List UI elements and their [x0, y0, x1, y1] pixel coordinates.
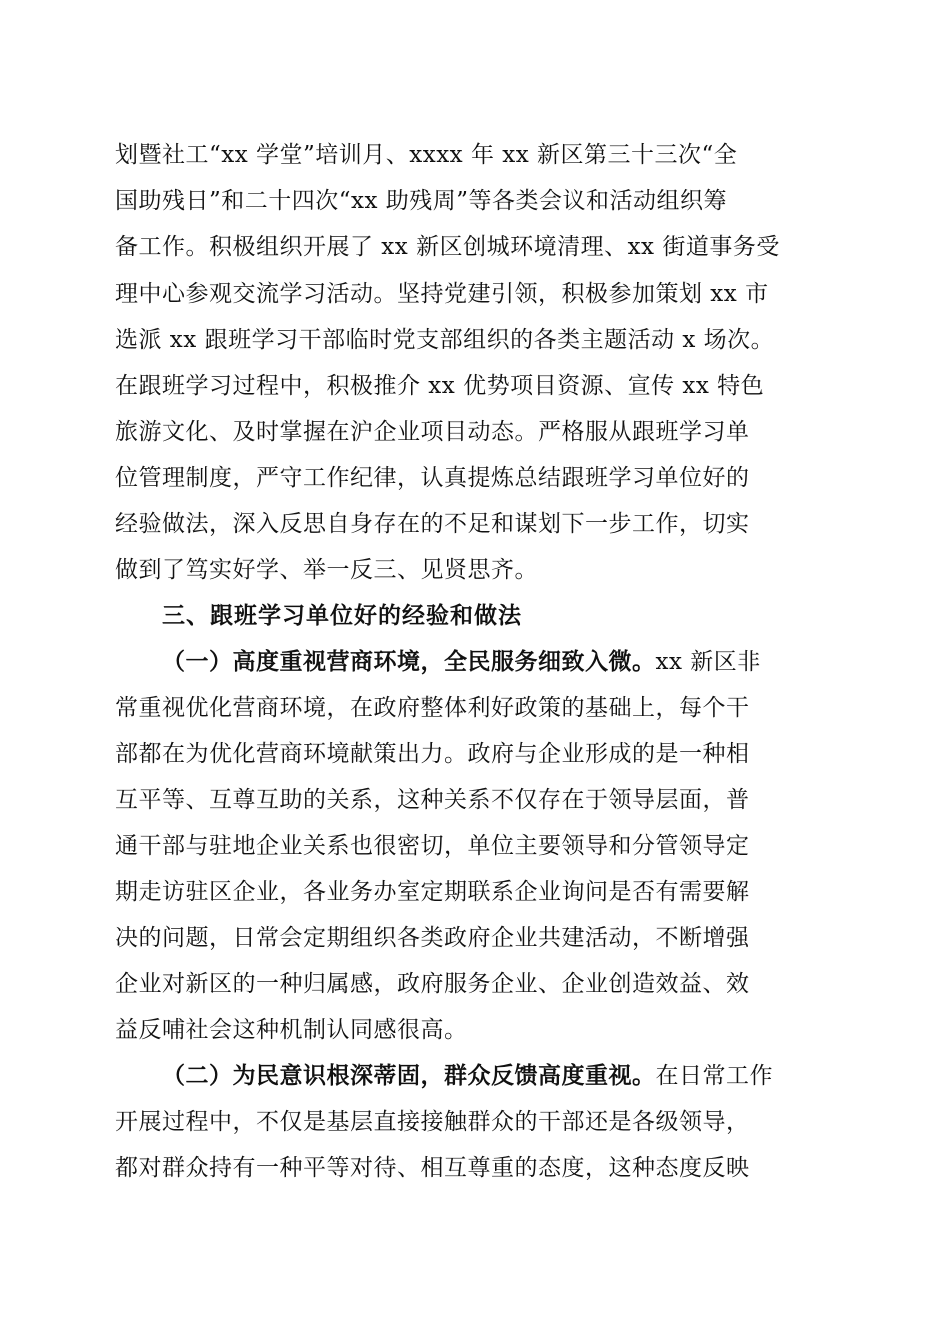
paragraph-line: 备工作。积极组织开展了 xx 新区创城环境清理、xx 街道事务受 [115, 234, 780, 260]
paragraph-line: 经验做法，深入反思自身存在的不足和谋划下一步工作，切实 [115, 511, 750, 537]
paragraph-line: 旅游文化、及时掌握在沪企业项目动态。严格服从跟班学习单 [115, 419, 750, 445]
paragraph-line: 常重视优化营商环境，在政府整体利好政策的基础上，每个干 [115, 695, 750, 721]
subsection-first-line [162, 1061, 773, 1091]
paragraph-line: 在跟班学习过程中，积极推介 xx 优势项目资源、宣传 xx 特色 [115, 373, 765, 399]
paragraph-line: 选派 xx 跟班学习干部临时党支部组织的各类主题活动 x 场次。 [115, 327, 775, 353]
paragraph-line: 企业对新区的一种归属感，政府服务企业、企业创造效益、效 [115, 971, 750, 997]
paragraph-line: 互平等、互尊互助的关系，这种关系不仅存在于领导层面，普 [115, 787, 750, 813]
paragraph-line: 理中心参观交流学习活动。坚持党建引领，积极参加策划 xx 市 [115, 281, 769, 307]
subsection-text: 在日常工作 [655, 1063, 773, 1089]
paragraph-line: 国助残日”和二十四次“xx 助残周”等各类会议和活动组织筹 [115, 188, 728, 214]
paragraph-line: 期走访驻区企业，各业务办室定期联系企业询问是否有需要解 [115, 879, 750, 905]
subsection-title: （二）为民意识根深蒂固，群众反馈高度重视。 [162, 1063, 656, 1089]
paragraph-line: 做到了笃实好学、举一反三、见贤思齐。 [115, 557, 538, 583]
paragraph-line: 通干部与驻地企业关系也很密切，单位主要领导和分管领导定 [115, 833, 750, 859]
subsection-first-line [162, 647, 761, 677]
section-heading: 三、跟班学习单位好的经验和做法 [162, 603, 522, 629]
paragraph-line: 开展过程中，不仅是基层直接接触群众的干部还是各级领导， [115, 1109, 750, 1135]
paragraph-line: 都对群众持有一种平等对待、相互尊重的态度，这种态度反映 [115, 1155, 750, 1181]
paragraph-line: 决的问题，日常会定期组织各类政府企业共建活动，不断增强 [115, 925, 750, 951]
subsection-text: xx 新区非 [655, 649, 761, 675]
paragraph-line: 益反哺社会这种机制认同感很高。 [115, 1017, 468, 1043]
paragraph-line: 位管理制度，严守工作纪律，认真提炼总结跟班学习单位好的 [115, 465, 750, 491]
paragraph-line: 划暨社工“xx 学堂”培训月、xxxx 年 xx 新区第三十三次“全 [115, 142, 738, 168]
paragraph-line: 部都在为优化营商环境献策出力。政府与企业形成的是一种相 [115, 741, 750, 767]
subsection-title: （一）高度重视营商环境，全民服务细致入微。 [162, 649, 656, 675]
